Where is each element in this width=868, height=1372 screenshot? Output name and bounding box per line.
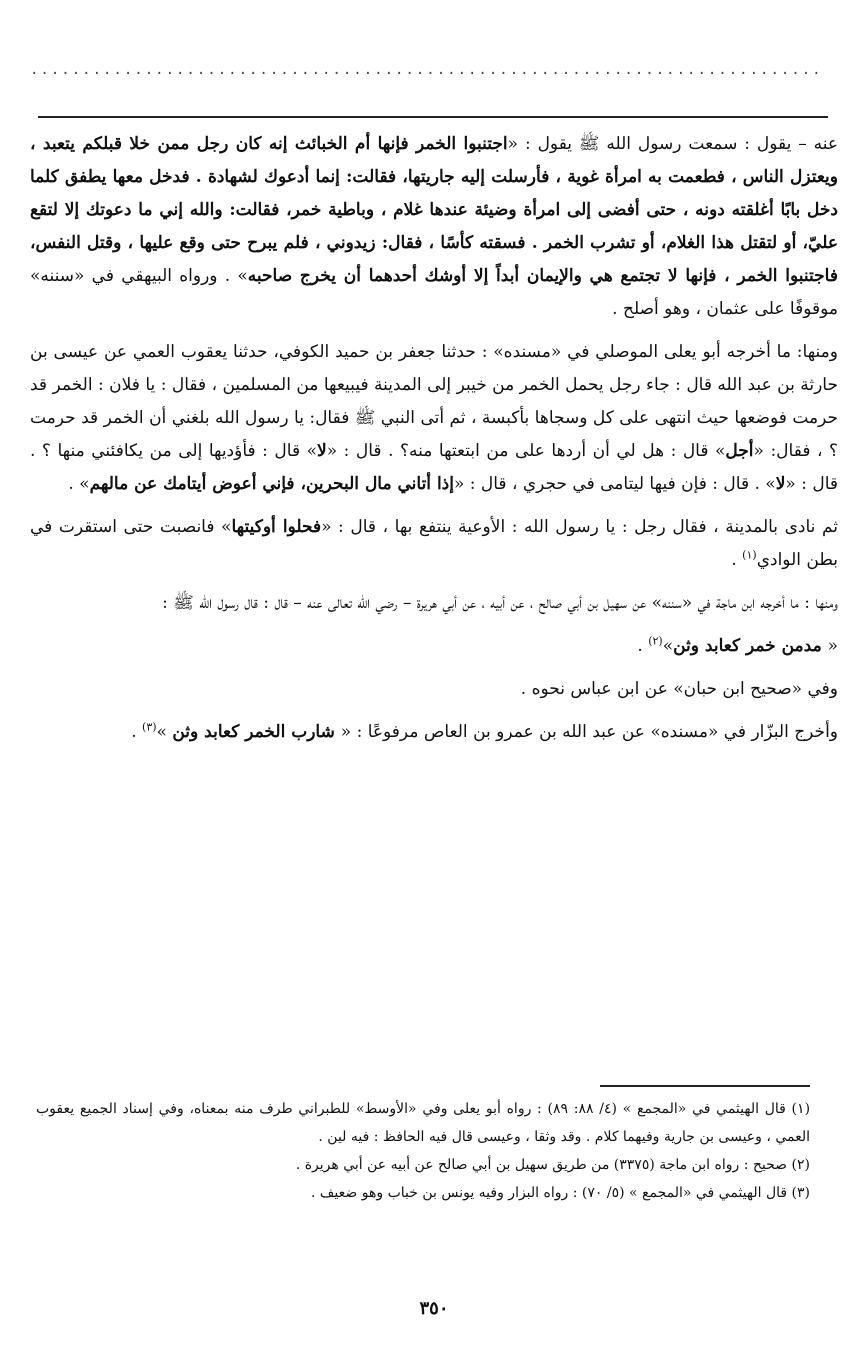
hadith-quote: فحلوا أوكيتها — [231, 517, 322, 537]
paragraph-7 — [30, 716, 838, 749]
footnote-3: (٣) قال الهيثمي في «المجمع » (٥/ ٧٠) : رواه البزار وفيه يونس بن خباب وهو ضعيف . — [311, 1185, 810, 1201]
hadith-quote: إذا أتاني مال البحرين، فإني أعوض أيتامك عن مالهم — [89, 474, 454, 494]
hadith-quote: شارب الخمر كعابد وثن — [172, 722, 341, 742]
text-span: . — [731, 550, 743, 570]
header-dotted-line: ............................................................................ — [30, 62, 823, 78]
text-span: » . ورواه البيهقي في «سننه» موقوفًا على عثمان ، وهو أصلح . — [30, 266, 838, 319]
paragraph-6 — [30, 673, 838, 706]
paragraph-5 — [30, 630, 838, 663]
footnote-ref[interactable]: (١) — [742, 548, 757, 562]
main-text — [30, 128, 838, 759]
text-span: » قال : فأؤديها إلى من يكافئني منها ؟ . قال : « — [30, 441, 838, 494]
text-span: » قال : هل لي أن أردها على من ابتعتها منه؟ . قال : « — [326, 441, 726, 461]
text-span: ومنها: ما أخرجه أبو يعلى الموصلي في «مسنده» : حدثنا جعفر بن حميد الكوفي، حدثنا يعقوب العمي عن عيسى بن حارثة بن عبد الله قال : جاء رجل يحمل الخمر من خيبر إلى المدينة فيبيعها من المسلمين ، فقال : يا فلان : الخمر قد حرمت فوضعها حيث انتهى على كل وسجاها بأكبسة ، ثم أتى النبي ﷺ فقال: يا رسول الله بلغني أن الخمر قد حرمت ؟ ، فقال: « — [30, 342, 839, 461]
paragraph-2 — [30, 336, 838, 501]
text-span: ومنها : ما أخرجه ابن ماجة في «سننه» عن سهيل بن أبي صالح ، عن أبيه ، عن أبي هريرة – رضي الله تعالى عنه – قال : قال رسول الله ﷺ : — [162, 593, 838, 613]
text-span: » — [662, 636, 674, 656]
page-number: ٣٥٠ — [419, 1298, 449, 1319]
hadith-quote: لا — [317, 441, 327, 461]
footnotes — [36, 1095, 810, 1207]
footnote-ref[interactable]: (٣) — [142, 720, 157, 734]
text-span: » — [156, 722, 173, 742]
footnote-2: (٢) صحيح : رواه ابن ماجة (٣٣٧٥) من طريق سهيل بن أبي صالح عن أبيه عن أبي هريرة . — [295, 1157, 810, 1173]
text-span: . — [637, 636, 649, 656]
text-span: » . — [68, 474, 90, 494]
hadith-quote: مدمن خمر كعابد وثن — [673, 636, 828, 656]
text-span: . — [131, 722, 143, 742]
header-rule — [38, 116, 828, 118]
text-span: عنه – يقول : سمعت رسول الله ﷺ يقول : « — [507, 134, 838, 154]
text-span: وفي «صحيح ابن حبان» عن ابن عباس نحوه . — [520, 679, 838, 699]
text-span: » فانصبت حتى استقرت في بطن الوادي — [30, 517, 838, 570]
text-span: ثم نادى بالمدينة ، فقال رجل : يا رسول الله : الأوعية ينتفع بها ، قال : « — [321, 517, 838, 537]
paragraph-1 — [30, 128, 838, 326]
paragraph-4 — [30, 587, 838, 620]
text-span: » . قال : فإن فيها ليتامى في حجري ، قال : « — [453, 474, 776, 494]
text-span: « — [827, 636, 838, 656]
hadith-quote: لا — [775, 474, 786, 494]
footnote-1: (١) قال الهيثمي في «المجمع » (٤/ ٨٨: ٨٩) : رواه أبو يعلى وفي «الأوسط» للطبراني طرف منه بمعناه، وفي إسناد الجميع يعقوب العمي ، وعيسى بن جارية وفيهما كلام . وقد وثقا ، وعيسى قال فيه الحافظ : فيه لين . — [36, 1101, 811, 1145]
hadith-quote: أجل — [725, 441, 754, 461]
paragraph-3 — [30, 511, 838, 577]
footnote-rule — [600, 1085, 810, 1087]
text-span: وأخرج البزّار في «مسنده» عن عبد الله بن عمرو بن العاص مرفوعًا : « — [340, 722, 838, 742]
hadith-quote: اجتنبوا الخمر فإنها أم الخبائث إنه كان رجل ممن خلا قبلكم يتعبد ، ويعتزل الناس ، فطعمت به امرأة غوية ، فأرسلت إليه جاريتها، فقالت: إنما أدعوك لشهادة . فدخل معها يطفق كلما دخل بابًا أغلقته دونه ، حتى أفضى إلى امرأة وضيئة عندها غلام ، وباطية خمر، فقالت: والله إني ما دعوتك إلا لتقع عليّ، أو لتقتل هذا الغلام، أو تشرب الخمر . فسقته كأسًا ، فقال: زيدوني ، فلم يبرح حتى وقع عليها ، وقتل النفس، فاجتنبوا الخمر ، فإنها لا تجتمع هي والإيمان أبداً إلا أوشك أحدهما أن يخرج صاحبه — [30, 134, 838, 286]
footnote-ref[interactable]: (٢) — [648, 634, 663, 648]
